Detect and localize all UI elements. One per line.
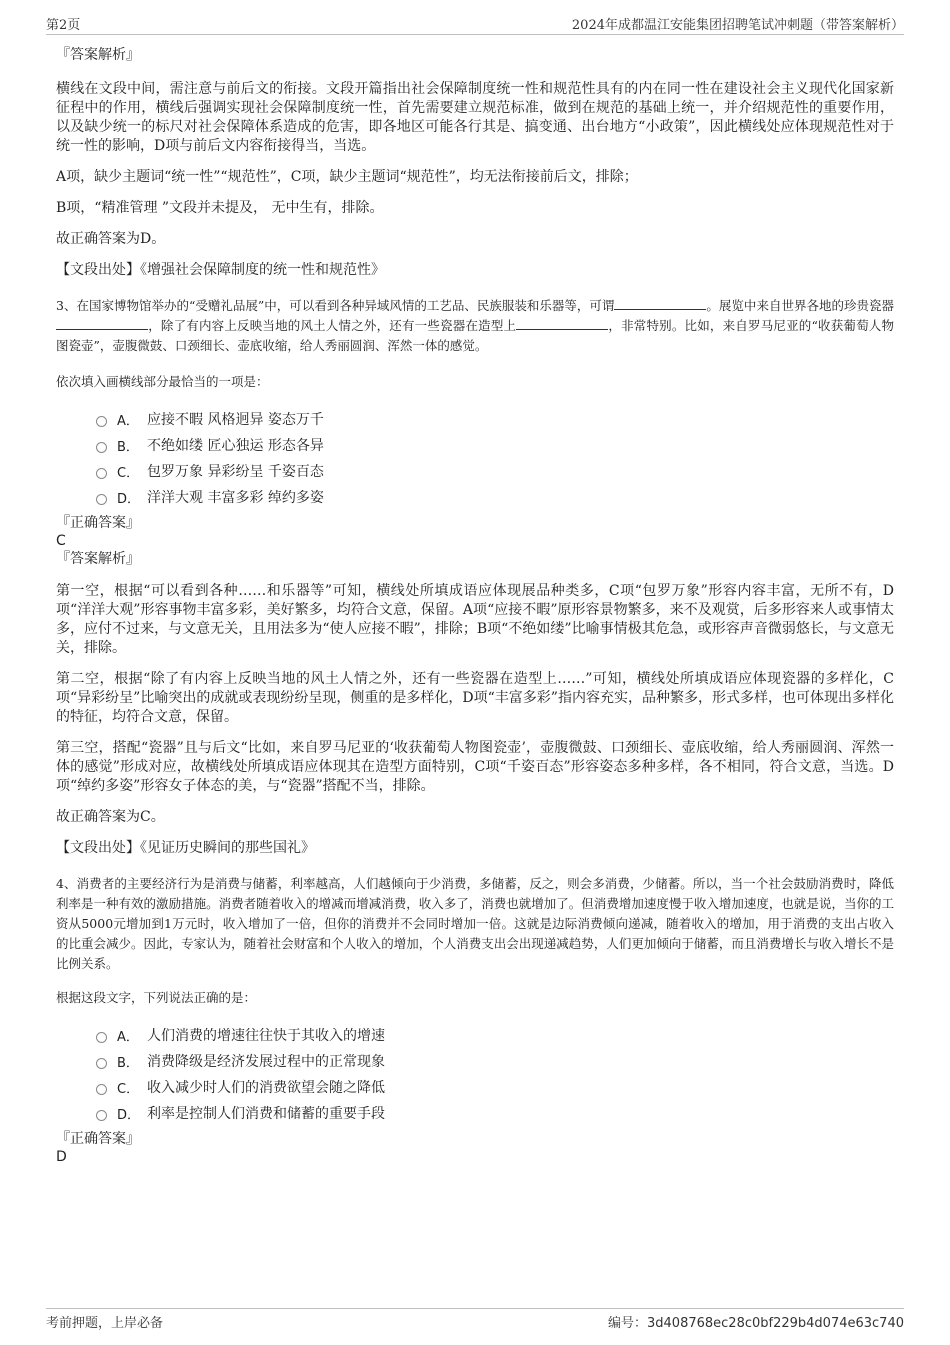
- q4-option-b[interactable]: B． 消费降级是经济发展过程中的正常现象: [96, 1048, 894, 1074]
- q3-analysis-p3: 第三空，搭配“瓷器”且与后文“比如，来自罗马尼亚的‘收获葡萄人物图瓷壶’，壶腹微鼓、口颈细长、壶底收缩，给人秀丽圆润、浑然一体的感觉”形成对应，故横线处所填成语应体现其在造型方面特别，C项“千姿百态”形容姿态多种多样，各不相同，符合文意，当选。D项“绰约多姿”形容女子体态的美，与“瓷器”搭配不当，排除。: [56, 740, 894, 794]
- page-content: [56, 46, 894, 1166]
- q3-analysis-p4: 故正确答案为C。: [56, 809, 165, 825]
- page-header: [46, 14, 904, 35]
- document-code: 编号：3d408768ec28c0bf229b4d074e63c740: [607, 1315, 904, 1331]
- q3-stem-part-a: 3、在国家博物馆举办的“受赠礼品展”中，可以看到各种异域风情的工艺品、民族服装和乐器等，可谓: [56, 298, 615, 313]
- radio-icon[interactable]: [96, 442, 107, 453]
- radio-icon[interactable]: [96, 1058, 107, 1069]
- page-footer: [46, 1308, 904, 1333]
- q3-analysis-p2: 第二空，根据“除了有内容上反映当地的风土人情之外，还有一些瓷器在造型上……”可知，横线处所填成语应体现瓷器的多样化，C项“异彩纷呈”比喻突出的成就或表现纷纷呈现，侧重的是多样化，D项“丰富多彩”指内容充实，品种繁多，形式多样，也可体现出多样化的特征，均符合文意，保留。: [56, 671, 894, 725]
- radio-icon[interactable]: [96, 494, 107, 505]
- q4-correct-label: 『正确答案』: [56, 1131, 140, 1147]
- q4-option-a[interactable]: A． 人们消费的增速往往快于其收入的增速: [96, 1022, 894, 1048]
- radio-icon[interactable]: [96, 1110, 107, 1121]
- blank-3: [516, 317, 608, 330]
- q2-analysis-p4: 故正确答案为D。: [56, 231, 166, 247]
- q2-analysis-p3: B项，“精准管理 ”文段并未提及， 无中生有，排除。: [56, 200, 384, 216]
- q2-analysis-p1: 横线在文段中间，需注意与前后文的衔接。文段开篇指出社会保障制度统一性和规范性具有的内在同一性在建设社会主义现代化国家新征程中的作用，横线后强调实现社会保障制度统一性，首先需要建立规范标准，做到在规范的基础上统一，并介绍规范性的重要作用，以及缺少统一的标尺对社会保障体系造成的危害，即各地区可能各行其是、搞变通、出台地方“小政策”，因此横线处应体现规范性对于统一性的影响，D项与前后文内容衔接得当，当选。: [56, 81, 894, 154]
- q2-analysis-label: 『答案解析』: [56, 47, 140, 63]
- page-number: 第2页: [46, 18, 81, 33]
- q3-option-b[interactable]: B． 不绝如缕 匠心独运 形态各异: [96, 432, 894, 458]
- q3-prompt: 依次填入画横线部分最恰当的一项是：: [56, 374, 269, 389]
- blank-1: [614, 297, 706, 310]
- q3-analysis-p1: 第一空，根据“可以看到各种……和乐器等”可知，横线处所填成语应体现展品种类多，C项“包罗万象”形容内容丰富，无所不有，D项“洋洋大观”形容事物丰富多彩，美好繁多，均符合文意，保留。A项“应接不暇”原形容景物繁多，来不及观赏，后多形容来人或事情太多，应付不过来，与文意无关，且用法多为“使人应接不暇”，排除；B项“不绝如缕”比喻事情极其危急，或形容声音微弱悠长，与文意无关，排除。: [56, 583, 894, 656]
- q3-options: [56, 406, 894, 510]
- q3-option-a[interactable]: A． 应接不暇 风格迥异 姿态万千: [96, 406, 894, 432]
- q3-stem-part-d: ，非常特别。比如，来自罗马尼亚的“收获葡萄人物图瓷壶”，壶腹微鼓、口颈细长、壶底收缩，给人秀丽圆润、浑然一体的感觉。: [56, 318, 894, 353]
- q4-options: [56, 1022, 894, 1126]
- q3-stem-part-b: 。展览中来自世界各地的珍贵瓷器: [706, 298, 894, 313]
- q4-option-c[interactable]: C． 收入减少时人们的消费欲望会随之降低: [96, 1074, 894, 1100]
- blank-2: [56, 317, 148, 330]
- q3-option-d[interactable]: D． 洋洋大观 丰富多彩 绰约多姿: [96, 484, 894, 510]
- q3-stem-part-c: ，除了有内容上反映当地的风土人情之外，还有一些瓷器在造型上: [148, 318, 517, 333]
- q3-analysis-label: 『答案解析』: [56, 551, 140, 567]
- q2-source: 【文段出处】《增强社会保障制度的统一性和规范性》: [56, 262, 385, 278]
- radio-icon[interactable]: [96, 1084, 107, 1095]
- q4-prompt: 根据这段文字，下列说法正确的是：: [56, 990, 257, 1005]
- q3-correct-answer: C: [56, 533, 66, 549]
- q3-source: 【文段出处】《见证历史瞬间的那些国礼》: [56, 840, 315, 856]
- document-title: 2024年成都温江安能集团招聘笔试冲刺题（带答案解析）: [571, 18, 904, 33]
- q4-correct-answer: D: [56, 1149, 67, 1165]
- q3-correct-label: 『正确答案』: [56, 515, 140, 531]
- radio-icon[interactable]: [96, 416, 107, 427]
- q3-stem: [56, 296, 894, 356]
- q2-analysis-p2: A项，缺少主题词“统一性”“规范性”，C项，缺少主题词“规范性”，均无法衔接前后文，排除；: [56, 169, 638, 185]
- q3-option-c[interactable]: C． 包罗万象 异彩纷呈 千姿百态: [96, 458, 894, 484]
- radio-icon[interactable]: [96, 1032, 107, 1043]
- radio-icon[interactable]: [96, 468, 107, 479]
- q4-stem: 4、消费者的主要经济行为是消费与储蓄，利率越高，人们越倾向于少消费，多储蓄，反之，则会多消费，少储蓄。所以，当一个社会鼓励消费时，降低利率是一种有效的激励措施。消费者随着收入的增减而增减消费，收入多了，消费也就增加了。但消费增加速度慢于收入增加速度，也就是说，当你的工资从5000元增加到1万元时，收入增加了一倍，但你的消费并不会同时增加一倍。这就是边际消费倾向递减，随着收入的增加，用于消费的支出占收入的比重会减少。因此，专家认为，随着社会财富和个人收入的增加，个人消费支出会出现递减趋势，人们更加倾向于储蓄，而且消费增长与收入增长不是比例关系。: [56, 876, 894, 971]
- q4-option-d[interactable]: D． 利率是控制人们消费和储蓄的重要手段: [96, 1100, 894, 1126]
- footer-slogan: 考前押题，上岸必备: [46, 1315, 164, 1331]
